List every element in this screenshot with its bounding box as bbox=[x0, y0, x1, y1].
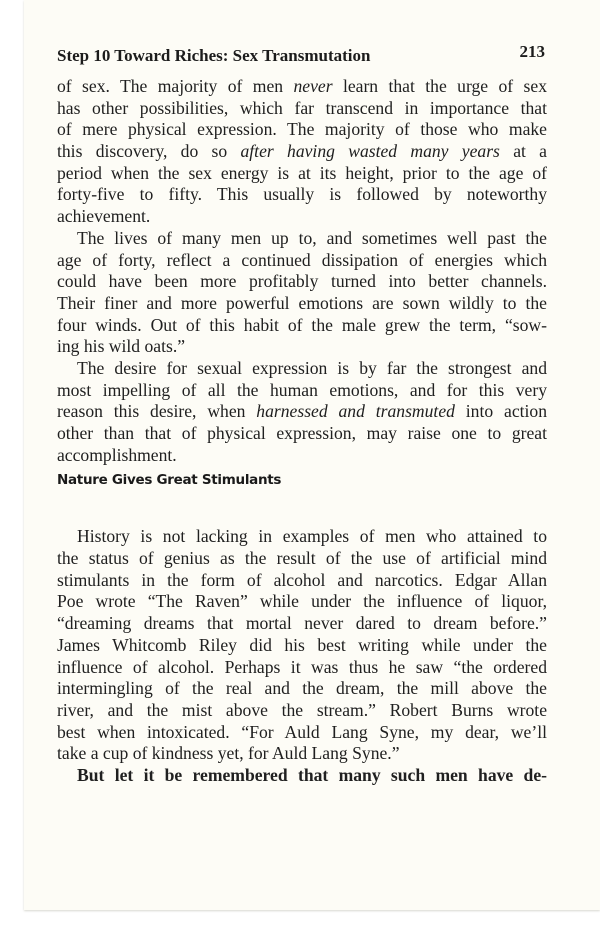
book-page bbox=[24, 0, 600, 910]
text-run: most impelling of all the human emotions, and for this very bbox=[57, 379, 547, 400]
text-line bbox=[57, 765, 547, 787]
paragraph bbox=[57, 765, 547, 787]
text-run: into action bbox=[454, 401, 547, 422]
text-line bbox=[57, 76, 547, 98]
text-run: The desire for sexual expression is by far the strongest and bbox=[77, 357, 547, 378]
text-run: could have been more profitably turned into better channels. bbox=[57, 271, 547, 292]
text-run: of sex. The majority of men bbox=[57, 76, 294, 96]
text-line bbox=[57, 184, 547, 206]
text-run: this discovery, do so bbox=[57, 141, 241, 162]
text-line bbox=[57, 293, 547, 315]
text-line bbox=[57, 635, 547, 657]
text-run: intermingling of the real and the dream, the mill above the bbox=[57, 678, 547, 699]
text-line bbox=[57, 315, 547, 337]
text-run: James Whitcomb Riley did his best writing while under the bbox=[57, 634, 547, 655]
text-line bbox=[57, 358, 547, 380]
text-line bbox=[57, 657, 547, 679]
text-line bbox=[57, 700, 547, 722]
text-line bbox=[57, 678, 547, 700]
text-run: But let it be remembered that many such men have de- bbox=[77, 764, 547, 785]
section-heading: Nature Gives Great Stimulants bbox=[57, 472, 282, 489]
text-line bbox=[57, 380, 547, 402]
paragraph bbox=[57, 228, 547, 358]
text-run: at a bbox=[499, 141, 547, 162]
page-body bbox=[57, 76, 547, 787]
text-line bbox=[57, 271, 547, 293]
text-run: river, and the mist above the stream.” Robert Burns wrote bbox=[57, 699, 547, 720]
paragraph bbox=[57, 526, 547, 765]
text-run: History is not lacking in examples of men who attained to bbox=[77, 526, 547, 547]
text-line bbox=[57, 206, 547, 228]
text-run: forty-five to fifty. This usually is followed by noteworthy bbox=[57, 184, 547, 205]
text-line bbox=[57, 163, 547, 185]
text-run: of mere physical expression. The majority of those who make bbox=[57, 119, 547, 140]
text-run: Poe wrote “The Raven” while under the influence of liquor, bbox=[57, 591, 547, 612]
text-line bbox=[57, 445, 547, 467]
text-run: period when the sex energy is at its height, prior to the age of bbox=[57, 162, 547, 183]
text-line bbox=[57, 548, 547, 570]
text-run: influence of alcohol. Perhaps it was thus he saw “the ordered bbox=[57, 656, 547, 677]
running-header bbox=[57, 40, 545, 64]
text-run: Their finer and more powerful emotions are sown wildly to the bbox=[57, 292, 547, 313]
text-run: “dreaming dreams that mortal never dared to dream before.” bbox=[57, 613, 547, 634]
text-run: reason this desire, when bbox=[57, 401, 257, 422]
chapter-title: Step 10 Toward Riches: Sex Transmutation bbox=[57, 46, 371, 65]
text-run: ing his wild oats.” bbox=[57, 336, 186, 357]
italic-text: never bbox=[293, 76, 333, 96]
text-line bbox=[57, 228, 547, 250]
text-run: The lives of many men up to, and sometimes well past the bbox=[77, 227, 547, 248]
italic-text: after having wasted many years bbox=[240, 141, 500, 162]
text-line bbox=[57, 98, 547, 120]
text-line bbox=[57, 526, 547, 548]
text-run: has other possibilities, which far transcend in importance that bbox=[57, 97, 547, 118]
text-run: age of forty, reflect a continued dissipation of energies which bbox=[57, 249, 547, 270]
text-run: other than that of physical expression, may raise one to great bbox=[57, 423, 547, 443]
text-line bbox=[57, 570, 547, 592]
text-line bbox=[57, 722, 547, 744]
text-line bbox=[57, 141, 547, 163]
text-line bbox=[57, 250, 547, 272]
page-number: 213 bbox=[519, 42, 545, 61]
text-line bbox=[57, 613, 547, 635]
text-run: best when intoxicated. “For Auld Lang Syne, my dear, we’ll bbox=[57, 721, 547, 742]
text-run: achievement. bbox=[57, 206, 151, 227]
paragraph bbox=[57, 358, 547, 466]
text-run: accomplishment. bbox=[57, 444, 177, 465]
text-line bbox=[57, 423, 547, 445]
text-line bbox=[57, 591, 547, 613]
text-run: take a cup of kindness yet, for Auld Lang Syne.” bbox=[57, 743, 400, 764]
text-run: stimulants in the form of alcohol and narcotics. Edgar Allan bbox=[57, 569, 547, 590]
text-run: learn that the urge of sex bbox=[332, 76, 547, 96]
text-line bbox=[57, 336, 547, 358]
text-line bbox=[57, 743, 547, 765]
italic-text: harnessed and transmuted bbox=[256, 401, 455, 422]
text-run: the status of genius as the result of the use of artificial mind bbox=[57, 548, 547, 569]
paragraph bbox=[57, 76, 547, 228]
text-line bbox=[57, 119, 547, 141]
text-run: four winds. Out of this habit of the male grew the term, “sow- bbox=[57, 314, 547, 335]
text-line bbox=[57, 401, 547, 423]
